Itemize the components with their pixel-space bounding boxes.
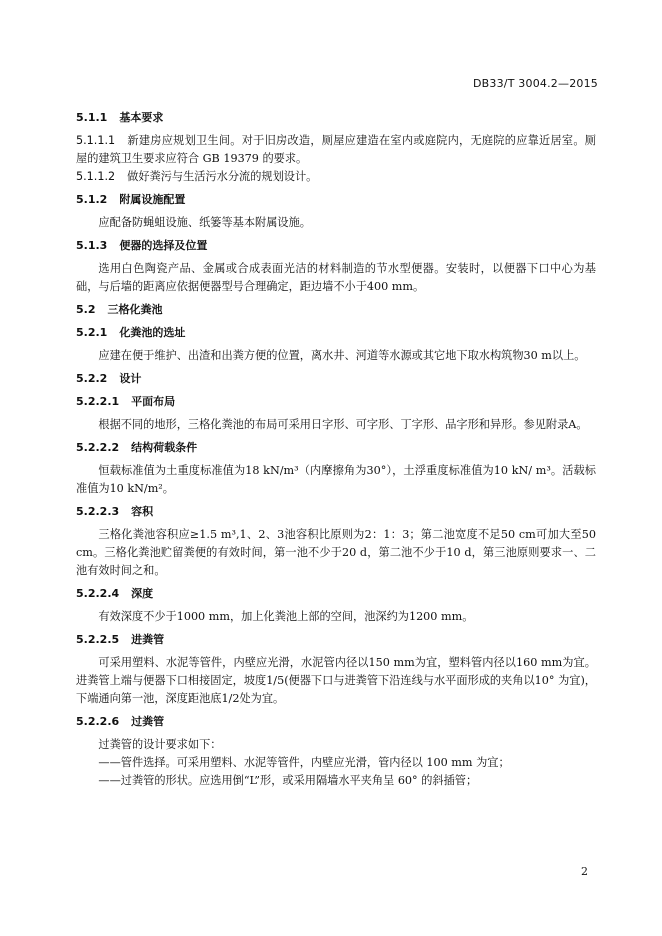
document-id-header: DB33/T 3004.2—2015: [472, 77, 598, 90]
section-number: 5.2.2.4: [76, 587, 120, 600]
section-title: 容积: [131, 505, 154, 518]
section-5-1-2-heading: [76, 191, 596, 209]
document-body: [76, 105, 596, 790]
section-number: 5.2.2.3: [76, 505, 120, 518]
section-title: 附属设施配置: [119, 193, 186, 206]
section-5-2-2-2-heading: [76, 439, 596, 457]
section-5-2-2-5-heading: [76, 631, 596, 649]
section-5-2-2-4-text: 有效深度不少于1000 mm，加上化粪池上部的空间，池深约为1200 mm。: [98, 610, 474, 623]
section-number: 5.1.3: [76, 239, 108, 252]
section-5-2-1-text: 应建在便于维护、出渣和出粪方便的位置，离水井、河道等水源或其它地下取水构筑物30 m以上。: [98, 349, 586, 362]
section-5-1-3-heading: [76, 237, 596, 255]
section-title: 设计: [119, 372, 142, 385]
section-number: 5.2.2.1: [76, 395, 120, 408]
section-title: 化粪池的选址: [119, 326, 186, 339]
section-title: 结构荷载条件: [131, 441, 198, 454]
section-5-2-2-5-text: 可采用塑料、水泥等管件，内壁应光滑，水泥管内径以150 mm为宜，塑料管内径以160 mm为宜。进粪管上端与便器下口相接固定，坡度1/5(便器下口与进粪管下沿连线与水平面形成的夹角以10° 为宜)，下端通向第一池，深度距池底1/2处为宜。: [76, 656, 596, 705]
clause-number: 5.1.1.2: [76, 170, 116, 183]
section-5-2-2-6-heading: [76, 713, 596, 731]
section-number: 5.2.2.2: [76, 441, 120, 454]
section-title: 便器的选择及位置: [119, 239, 208, 252]
list-item: ——过粪管的形状。应选用倒“L”形，或采用隔墙水平夹角呈 60° 的斜插管；: [98, 774, 478, 787]
section-title: 深度: [131, 587, 154, 600]
clause-number: 5.1.1.1: [76, 134, 116, 147]
section-5-2-2-3-heading: [76, 503, 596, 521]
section-title: 进粪管: [131, 633, 165, 646]
list-item: ——管件选择。可采用塑料、水泥等管件，内壁应光滑，管内径以 100 mm 为宜；: [98, 756, 510, 769]
section-5-2-2-2-text: 恒载标准值为土重度标准值为18 kN/m³（内摩擦角为30°），土浮重度标准值为10 kN/ m³。活载标准值为10 kN/m²。: [76, 464, 596, 495]
section-number: 5.1.1: [76, 111, 108, 124]
section-title: 三格化粪池: [107, 303, 163, 316]
clause-5-1-1-2: [76, 168, 596, 186]
section-5-1-3-text: 选用白色陶瓷产品、金属或合成表面光洁的材料制造的节水型便器。安装时，以便器下口中心为基础，与后墙的距离应依据便器型号合理确定，距边墙不小于400 mm。: [76, 262, 596, 293]
section-5-2-2-heading: [76, 370, 596, 388]
section-5-1-2-text: 应配备防蝇蛆设施、纸篓等基本附属设施。: [98, 216, 311, 229]
clause-text: 做好粪污与生活污水分流的规划设计。: [127, 170, 318, 183]
section-title: 平面布局: [131, 395, 176, 408]
section-5-2-1-heading: [76, 324, 596, 342]
clause-text: 新建房应规划卫生间。对于旧房改造，厕屋应建造在室内或庭院内，无庭院的应靠近居室。厕屋的建筑卫生要求应符合 GB 19379 的要求。: [76, 134, 596, 165]
section-title: 基本要求: [119, 111, 164, 124]
section-5-2-2-1-text: 根据不同的地形，三格化粪池的布局可采用日字形、可字形、丁字形、品字形和异形。参见附录A。: [98, 418, 588, 431]
clause-5-1-1-1: [76, 132, 596, 168]
section-number: 5.2.2.6: [76, 715, 120, 728]
section-number: 5.1.2: [76, 193, 108, 206]
section-5-2-heading: [76, 301, 596, 319]
section-5-2-2-3-text: 三格化粪池容积应≥1.5 m³,1、2、3池容积比原则为2：1：3；第二池宽度不足50 cm可加大至50 cm。三格化粪池贮留粪便的有效时间，第一池不少于20 d，第二池不少于10 d，第三池原则要求一、二池有效时间之和。: [76, 528, 596, 577]
section-5-2-2-6-intro: 过粪管的设计要求如下：: [98, 738, 222, 751]
section-number: 5.2.2: [76, 372, 108, 385]
section-5-2-2-4-heading: [76, 585, 596, 603]
section-number: 5.2.1: [76, 326, 108, 339]
section-title: 过粪管: [131, 715, 165, 728]
section-5-1-1-heading: [76, 109, 596, 127]
section-number: 5.2.2.5: [76, 633, 120, 646]
section-5-2-2-1-heading: [76, 393, 596, 411]
section-number: 5.2: [76, 303, 96, 316]
page-number: 2: [581, 865, 588, 878]
